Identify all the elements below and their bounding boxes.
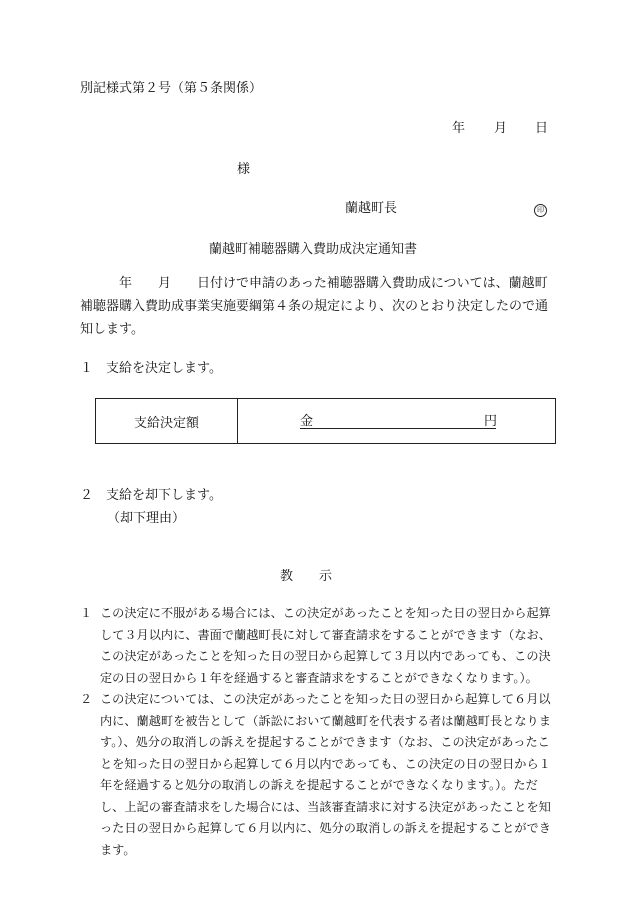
seal-mark xyxy=(534,202,547,217)
body-paragraph: 年 月 日付けで申請のあった補聴器購入費助成については、蘭越町補聴器購入費助成事業実施要綱第４条の規定により、次のとおり決定したので通知します。 xyxy=(80,276,549,337)
amount-suffix: 円 xyxy=(484,414,498,429)
amount-label-cell xyxy=(96,399,238,443)
section2-heading: ２ 支給を却下します。 xyxy=(80,488,222,503)
amount-label: 支給決定額 xyxy=(133,415,199,431)
amount-underline xyxy=(300,428,496,429)
date-day-label: 日 xyxy=(535,121,549,136)
notice-item-number: ２ xyxy=(80,692,93,706)
issuer-name: 蘭越町長 xyxy=(345,201,398,216)
notice-item xyxy=(80,689,558,861)
section1-heading: １ 支給を決定します。 xyxy=(80,361,222,376)
date-month-label: 月 xyxy=(494,121,508,136)
notice-heading: 教 示 xyxy=(280,569,333,584)
reject-reason-label: （却下理由） xyxy=(107,511,186,526)
date-year-label: 年 xyxy=(452,121,466,136)
addressee-suffix: 様 xyxy=(237,162,251,177)
notice-item-number: １ xyxy=(80,606,93,620)
amount-prefix: 金 xyxy=(300,414,314,429)
amount-table xyxy=(95,398,556,444)
notice-list xyxy=(80,603,558,861)
seal-icon: 印 xyxy=(534,204,547,217)
document-title: 蘭越町補聴器購入費助成決定通知書 xyxy=(209,242,418,257)
notice-item xyxy=(80,603,558,689)
amount-value-cell xyxy=(238,399,555,443)
notice-item-text: この決定に不服がある場合には、この決定があったことを知った日の翌日から起算して３月以内に、書面で蘭越町長に対して審査請求をすることができます（なお、この決定があったことを知った日の翌日から起算して３月以内であっても、この決定の日の翌日から１年を経過すると審査請求をすることができなくなります。）。 xyxy=(100,606,551,685)
notice-item-text: この決定については、この決定があったことを知った日の翌日から起算して６月以内に、蘭越町を被告として（訴訟において蘭越町を代表する者は蘭越町長となります。）、処分の取消しの訴えを提起することができます（なお、この決定があったことを知った日の翌日から起算して６月以内であっても、この決定の日の翌日から１年を経過すると処分の取消しの訴えを提起することができなくなります。）。ただし、上記の審査請求をした場合には、当該審査請求に対する決定があったことを知った日の翌日から起算して６月以内に、処分の取消しの訴えを提起することができます。 xyxy=(100,692,551,857)
form-label: 別記様式第２号（第５条関係） xyxy=(80,81,263,96)
